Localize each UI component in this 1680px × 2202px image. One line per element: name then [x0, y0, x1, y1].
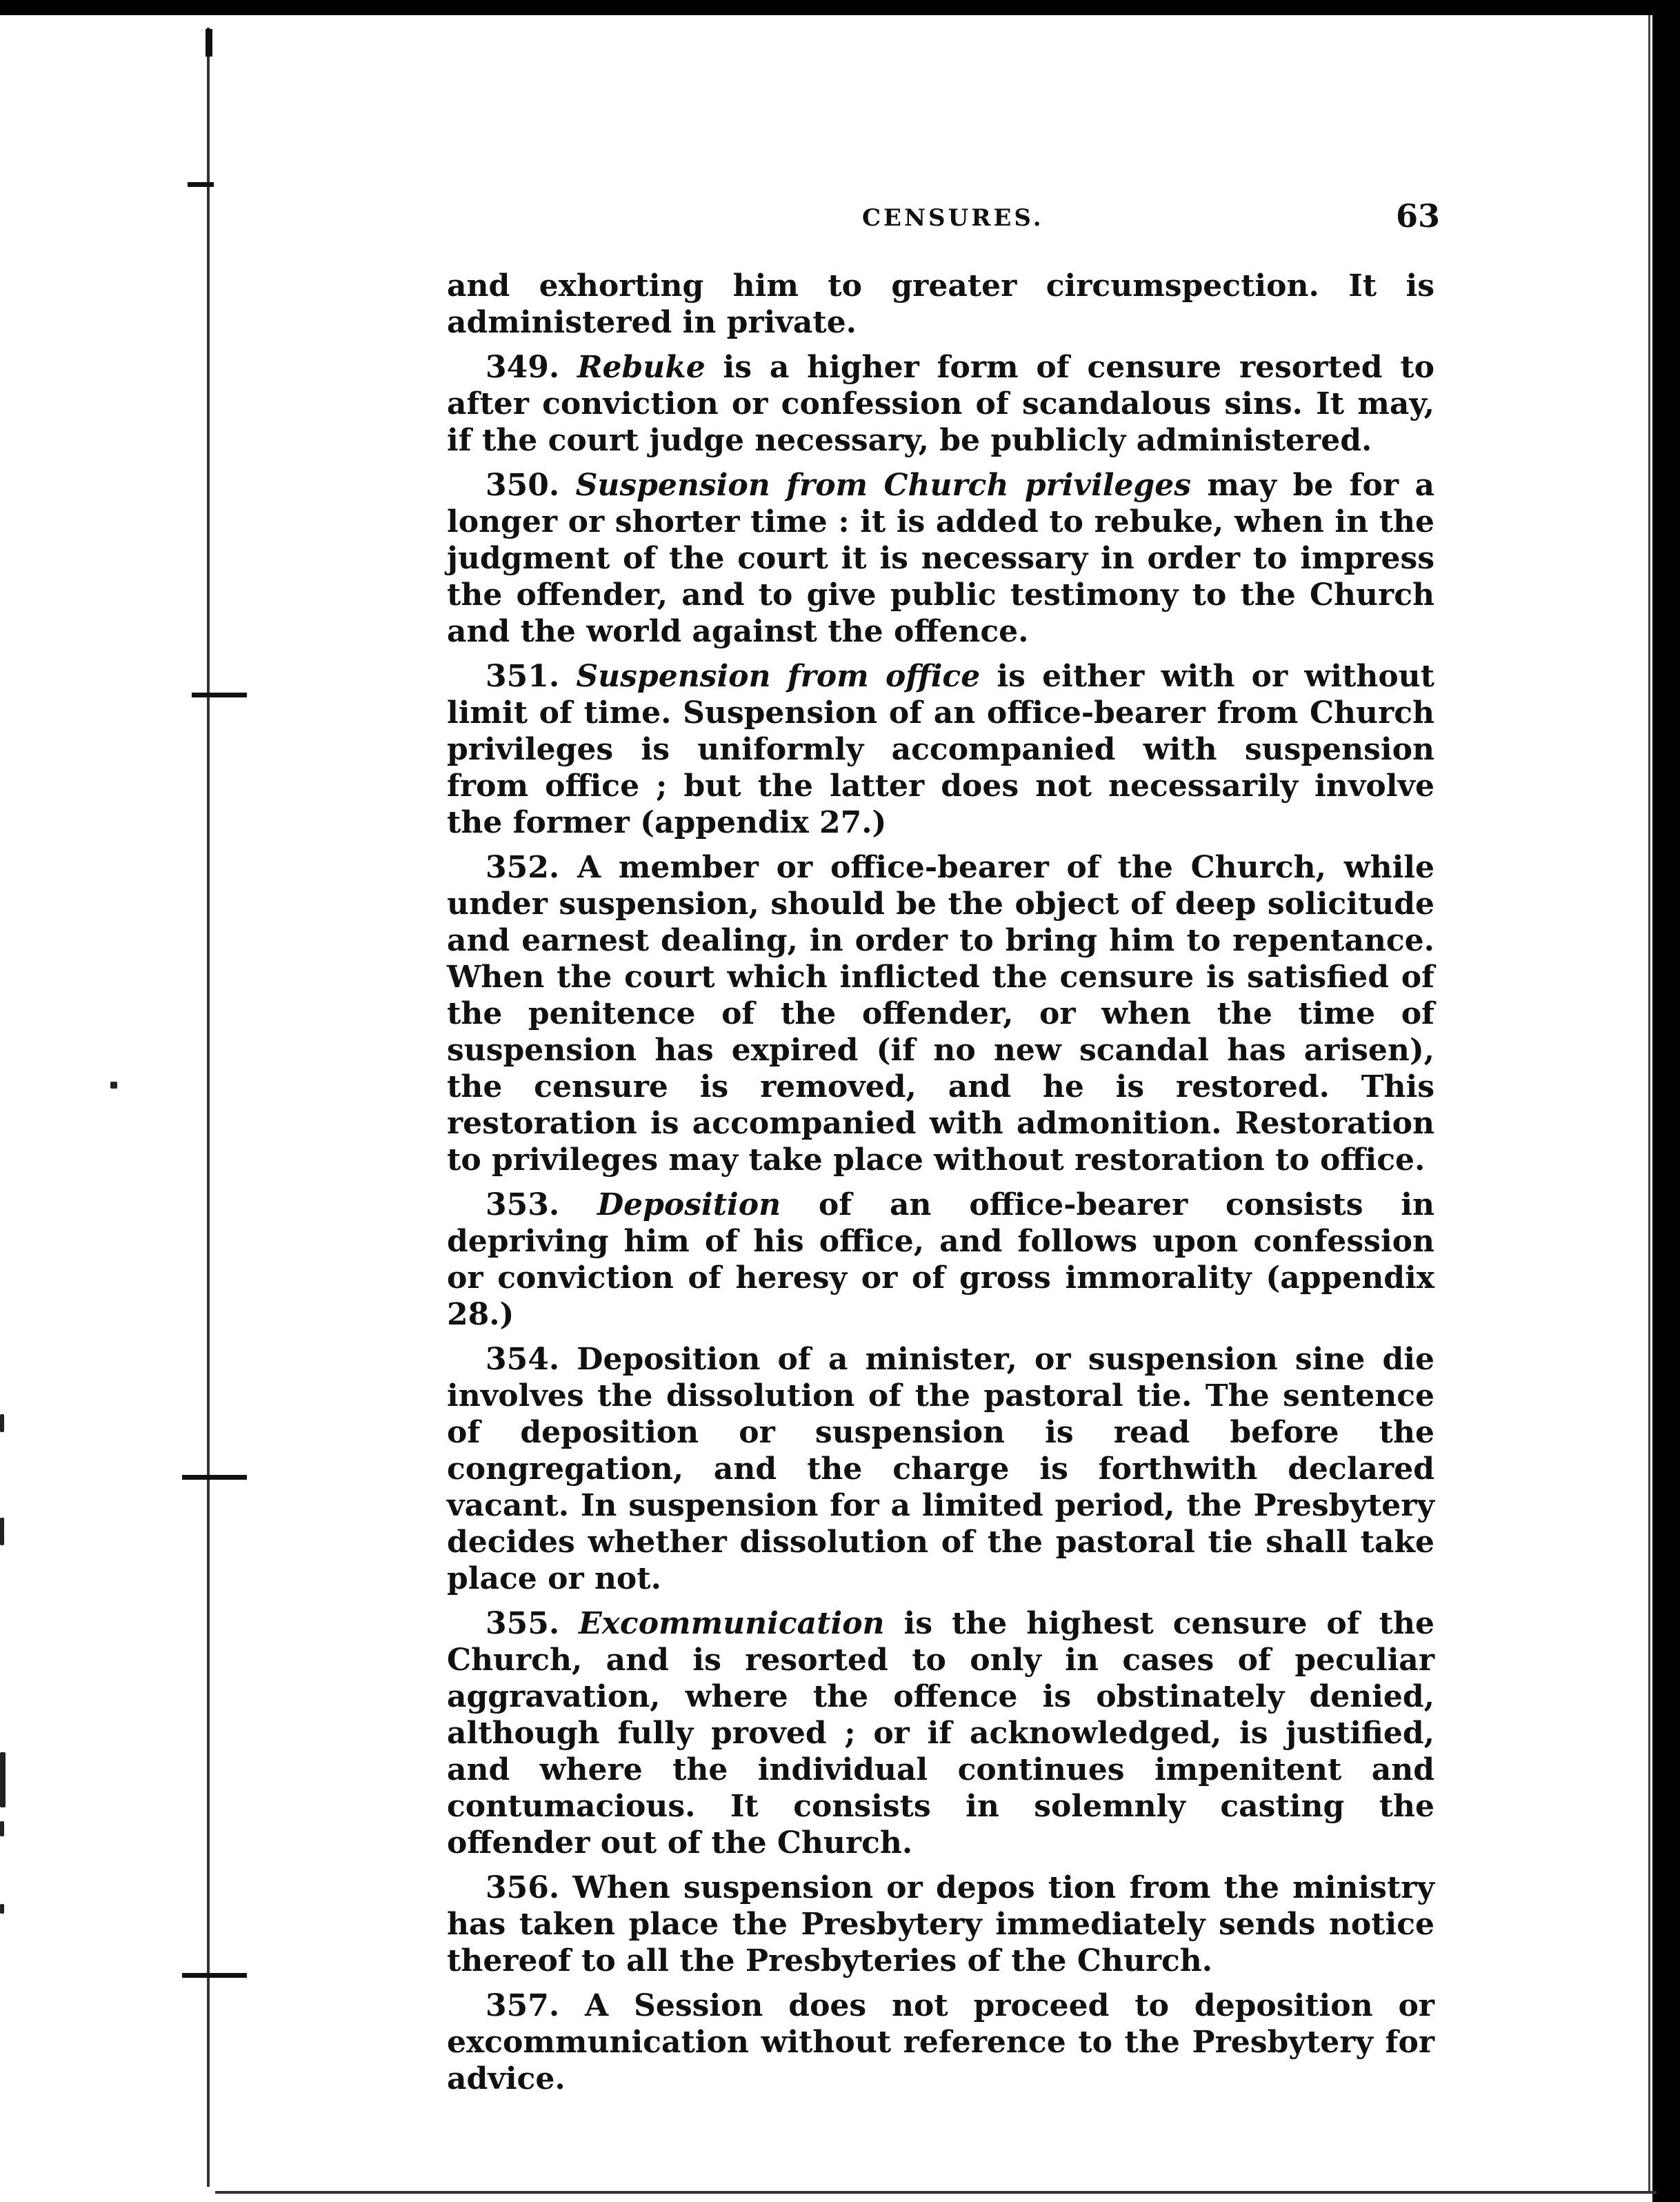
paragraph-357 — [447, 1987, 1434, 2097]
paragraph-number: 353. — [486, 1187, 560, 1222]
paragraph-number: 352. — [486, 850, 560, 885]
bleed-mark — [0, 1518, 4, 1545]
paragraph-349 — [447, 349, 1434, 459]
paragraph-text: Deposition of a minister, or suspension sine die involves the dissolution of the pastoral tie. The sentence of deposition or suspension is read before the congregation, and the charge is forthwith declared vacant. In suspension for a limited period, the Presbytery decides whether dissolution of the pastoral tie shall take place or not. — [447, 1342, 1434, 1596]
paragraph-number: 351. — [486, 659, 560, 694]
paragraph-text: When suspension or depos tion from the ministry has taken place the Presbytery immediately sends notice thereof to all the Presbyteries of the Church. — [447, 1870, 1434, 1978]
paragraph-text: A member or office-bearer of the Church, while under suspension, should be the object of deep solicitude and earnest dealing, in order to bring him to repentance. When the court which inflicted the censure is satisfied of the penitence of the offender, or when the time of suspension has expired (if no new scandal has arisen), the censure is removed, and he is restored. This restoration is accompanied with admonition. Restoration to privileges may take place without restoration to office. — [447, 850, 1434, 1178]
binding-tick — [182, 1475, 247, 1480]
binding-tick — [188, 182, 214, 187]
paragraph-number: 354. — [486, 1342, 560, 1377]
paragraph-355 — [447, 1605, 1434, 1861]
binding-tick — [192, 693, 247, 697]
paragraph-353 — [447, 1187, 1434, 1333]
bleed-mark — [0, 1414, 4, 1432]
paragraph-number: 350. — [486, 468, 560, 503]
binding-tick — [182, 1973, 247, 1978]
paragraph-text: is a higher form of censure resorted to after conviction or confession of scandalous sins. It may, if the court judge necessary, be publicly administered. — [447, 350, 1434, 458]
paragraph-354 — [447, 1341, 1434, 1597]
paragraph-text: and exhorting him to greater circumspection. It is administered in private. — [447, 268, 1434, 340]
paragraph-number: 349. — [486, 350, 560, 385]
page-edge-bottom — [215, 2191, 1657, 2194]
page-number: 63 — [1396, 197, 1441, 235]
paragraph-text: may be for a longer or shorter time : it is added to rebuke, when in the judgment of the court it is necessary in order to impress the offender, and to give public testimony to the Church and the world against the offence. — [447, 468, 1434, 649]
running-head: CENSURES. — [862, 204, 1044, 232]
binding-line — [207, 28, 210, 2187]
paragraph-continuation — [447, 268, 1434, 341]
scan-border-top — [0, 0, 1680, 15]
paragraph-350 — [447, 467, 1434, 650]
paragraph-356 — [447, 1869, 1434, 1979]
page-edge-right — [1648, 15, 1650, 2192]
paragraph-term: Rebuke — [577, 350, 706, 385]
scan-border-right — [1652, 0, 1680, 2202]
binding-notch — [206, 29, 212, 57]
paragraph-351 — [447, 658, 1434, 841]
paragraph-term: Suspension from office — [576, 659, 981, 694]
paragraph-term: Deposition — [597, 1187, 781, 1222]
bleed-mark — [110, 1082, 117, 1089]
text-block — [447, 268, 1434, 2105]
paragraph-number: 357. — [486, 1988, 560, 2023]
paragraph-text: is the highest censure of the Church, and is resorted to only in cases of peculiar aggravation, where the offence is obstinately denied, although fully proved ; or if acknowledged, is justified, and where the individual continues impenitent and contumacious. It consists in solemnly casting the offender out of the Church. — [447, 1606, 1434, 1861]
paragraph-text: is either with or without limit of time. Suspension of an office-bearer from Church privileges is uniformly accompanied with suspension from office ; but the latter does not necessarily involve the former (appendix 27.) — [447, 659, 1434, 840]
bleed-mark — [0, 1821, 4, 1836]
paragraph-text: of an office-bearer consists in depriving him of his office, and follows upon confession or conviction of heresy or of gross immorality (appendix 28.) — [447, 1187, 1434, 1332]
paragraph-number: 356. — [486, 1870, 560, 1905]
bleed-mark — [0, 1752, 6, 1807]
paragraph-number: 355. — [486, 1606, 560, 1641]
paragraph-term: Suspension from Church privileges — [575, 468, 1192, 503]
paragraph-text: A Session does not proceed to deposition or excommunication without reference to the Presbytery for advice. — [447, 1988, 1434, 2096]
paragraph-352 — [447, 849, 1434, 1178]
bleed-mark — [0, 1904, 4, 1914]
paragraph-term: Excommunication — [579, 1606, 885, 1641]
